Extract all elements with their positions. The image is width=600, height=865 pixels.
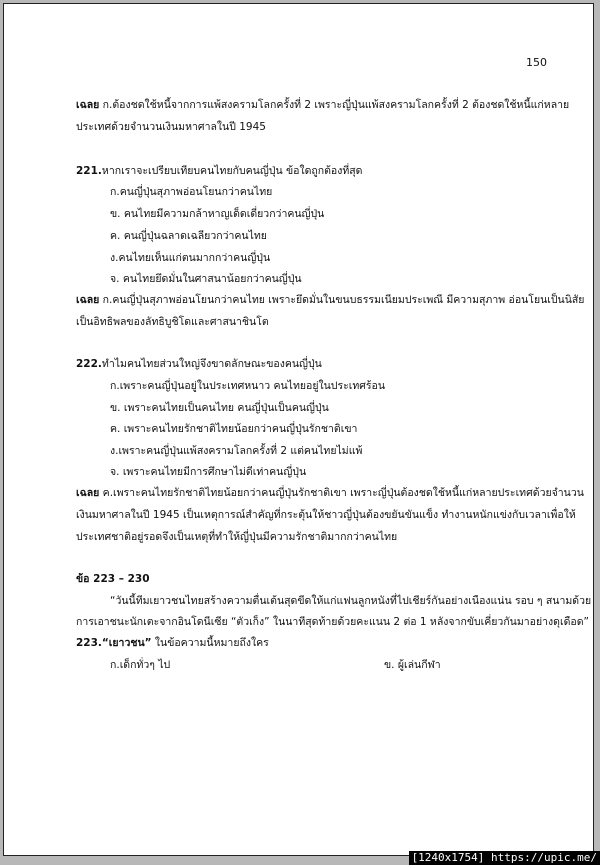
- choice-223-b: ข. ผู้เล่นกีฬา: [384, 659, 441, 671]
- document-page: [3, 3, 594, 856]
- question-222: 222.ทำไมคนไทยส่วนใหญ่จึงขาดลักษณะของคนญี่ปุ่น: [76, 358, 322, 370]
- answer-222-line1: เฉลย ค.เพราะคนไทยรักชาติไทยน้อยกว่าคนญี่ปุ่นรักชาติเขา เพราะญี่ปุ่นต้องชดใช้หนี้แก่หลายประเทศด้วยจำนวน: [76, 487, 584, 499]
- choice-222-e: จ. เพราะคนไทยมีการศึกษาไม่ดีเท่าคนญี่ปุ่น: [110, 466, 307, 478]
- choice-221-d: ง.คนไทยเห็นแก่ตนมากกว่าคนญี่ปุ่น: [110, 252, 271, 264]
- answer-220-line1: เฉลย ก.ต้องชดใช้หนี้จากการแพ้สงครามโลกครั้งที่ 2 เพราะญี่ปุ่นแพ้สงครามโลกครั้งที่ 2 ต้องชดใช้หนี้แก่หลาย: [76, 99, 570, 111]
- page-number: 150: [526, 56, 547, 69]
- choice-221-b: ข. คนไทยมีความกล้าหาญเด็ดเดี่ยวกว่าคนญี่ปุ่น: [110, 208, 325, 220]
- answer-222-line3: ประเทศชาติอยู่รอดจึงเป็นเหตุที่ทำให้ญี่ปุ่นมีความรักชาติมากกว่าคนไทย: [76, 531, 398, 543]
- answer-220-line2: ประเทศด้วยจำนวนเงินมหาศาลในปี 1945: [76, 121, 266, 133]
- answer-221-line2: เป็นอิทธิพลของลัทธิบูชิโดและศาสนาชินโต: [76, 316, 269, 328]
- choice-222-d: ง.เพราะคนญี่ปุ่นแพ้สงครามโลกครั้งที่ 2 แต่คนไทยไม่แพ้: [110, 445, 363, 457]
- question-221: 221.หากเราจะเปรียบเทียบคนไทยกับคนญี่ปุ่น ข้อใดถูกต้องที่สุด: [76, 165, 363, 177]
- passage-line2: การเอาชนะนักเตะจากอินโดนีเซีย “ตัวเก็ง” ในนาทีสุดท้ายด้วยคะแนน 2 ต่อ 1 หลังจากขับเคี่ยวกันมาอย่างดุเดือด”: [76, 616, 589, 628]
- answer-label: เฉลย: [76, 99, 100, 111]
- section-heading: ข้อ 223 – 230: [76, 573, 150, 585]
- image-size-watermark: [1240x1754] https://upic.me/: [409, 851, 600, 865]
- choice-223-a: ก.เด็กทั่วๆ ไป: [110, 659, 171, 671]
- question-223: 223.“เยาวชน” ในข้อความนี้หมายถึงใคร: [76, 637, 269, 649]
- choice-222-a: ก.เพราะคนญี่ปุ่นอยู่ในประเทศหนาว คนไทยอยู่ในประเทศร้อน: [110, 380, 386, 392]
- choice-222-b: ข. เพราะคนไทยเป็นคนไทย คนญี่ปุ่นเป็นคนญี่ปุ่น: [110, 402, 329, 414]
- answer-221-line1: เฉลย ก.คนญี่ปุ่นสุภาพอ่อนโยนกว่าคนไทย เพราะยึดมั่นในขนบธรรมเนียมประเพณี มีความสุภาพ อ่อนโยนเป็นนิสัย: [76, 294, 585, 306]
- choice-221-e: จ. คนไทยยึดมั่นในศาสนาน้อยกว่าคนญี่ปุ่น: [110, 273, 302, 285]
- choice-221-c: ค. คนญี่ปุ่นฉลาดเฉลียวกว่าคนไทย: [110, 230, 267, 242]
- choice-221-a: ก.คนญี่ปุ่นสุภาพอ่อนโยนกว่าคนไทย: [110, 186, 273, 198]
- answer-222-line2: เงินมหาศาลในปี 1945 เป็นเหตุการณ์สำคัญที่กระตุ้นให้ชาวญี่ปุ่นต้องขยันขันแข็ง ทำงานหนักแข่งกับเวลาเพื่อให้: [76, 509, 576, 521]
- passage-line1: “วันนี้ทีมเยาวชนไทยสร้างความตื่นเต้นสุดขีดให้แก่แฟนลูกหนังที่ไปเชียร์กันอย่างเนืองแน่น รอบ ๆ สนามด้วย: [110, 595, 592, 607]
- choice-222-c: ค. เพราะคนไทยรักชาติไทยน้อยกว่าคนญี่ปุ่นรักชาติเขา: [110, 423, 358, 435]
